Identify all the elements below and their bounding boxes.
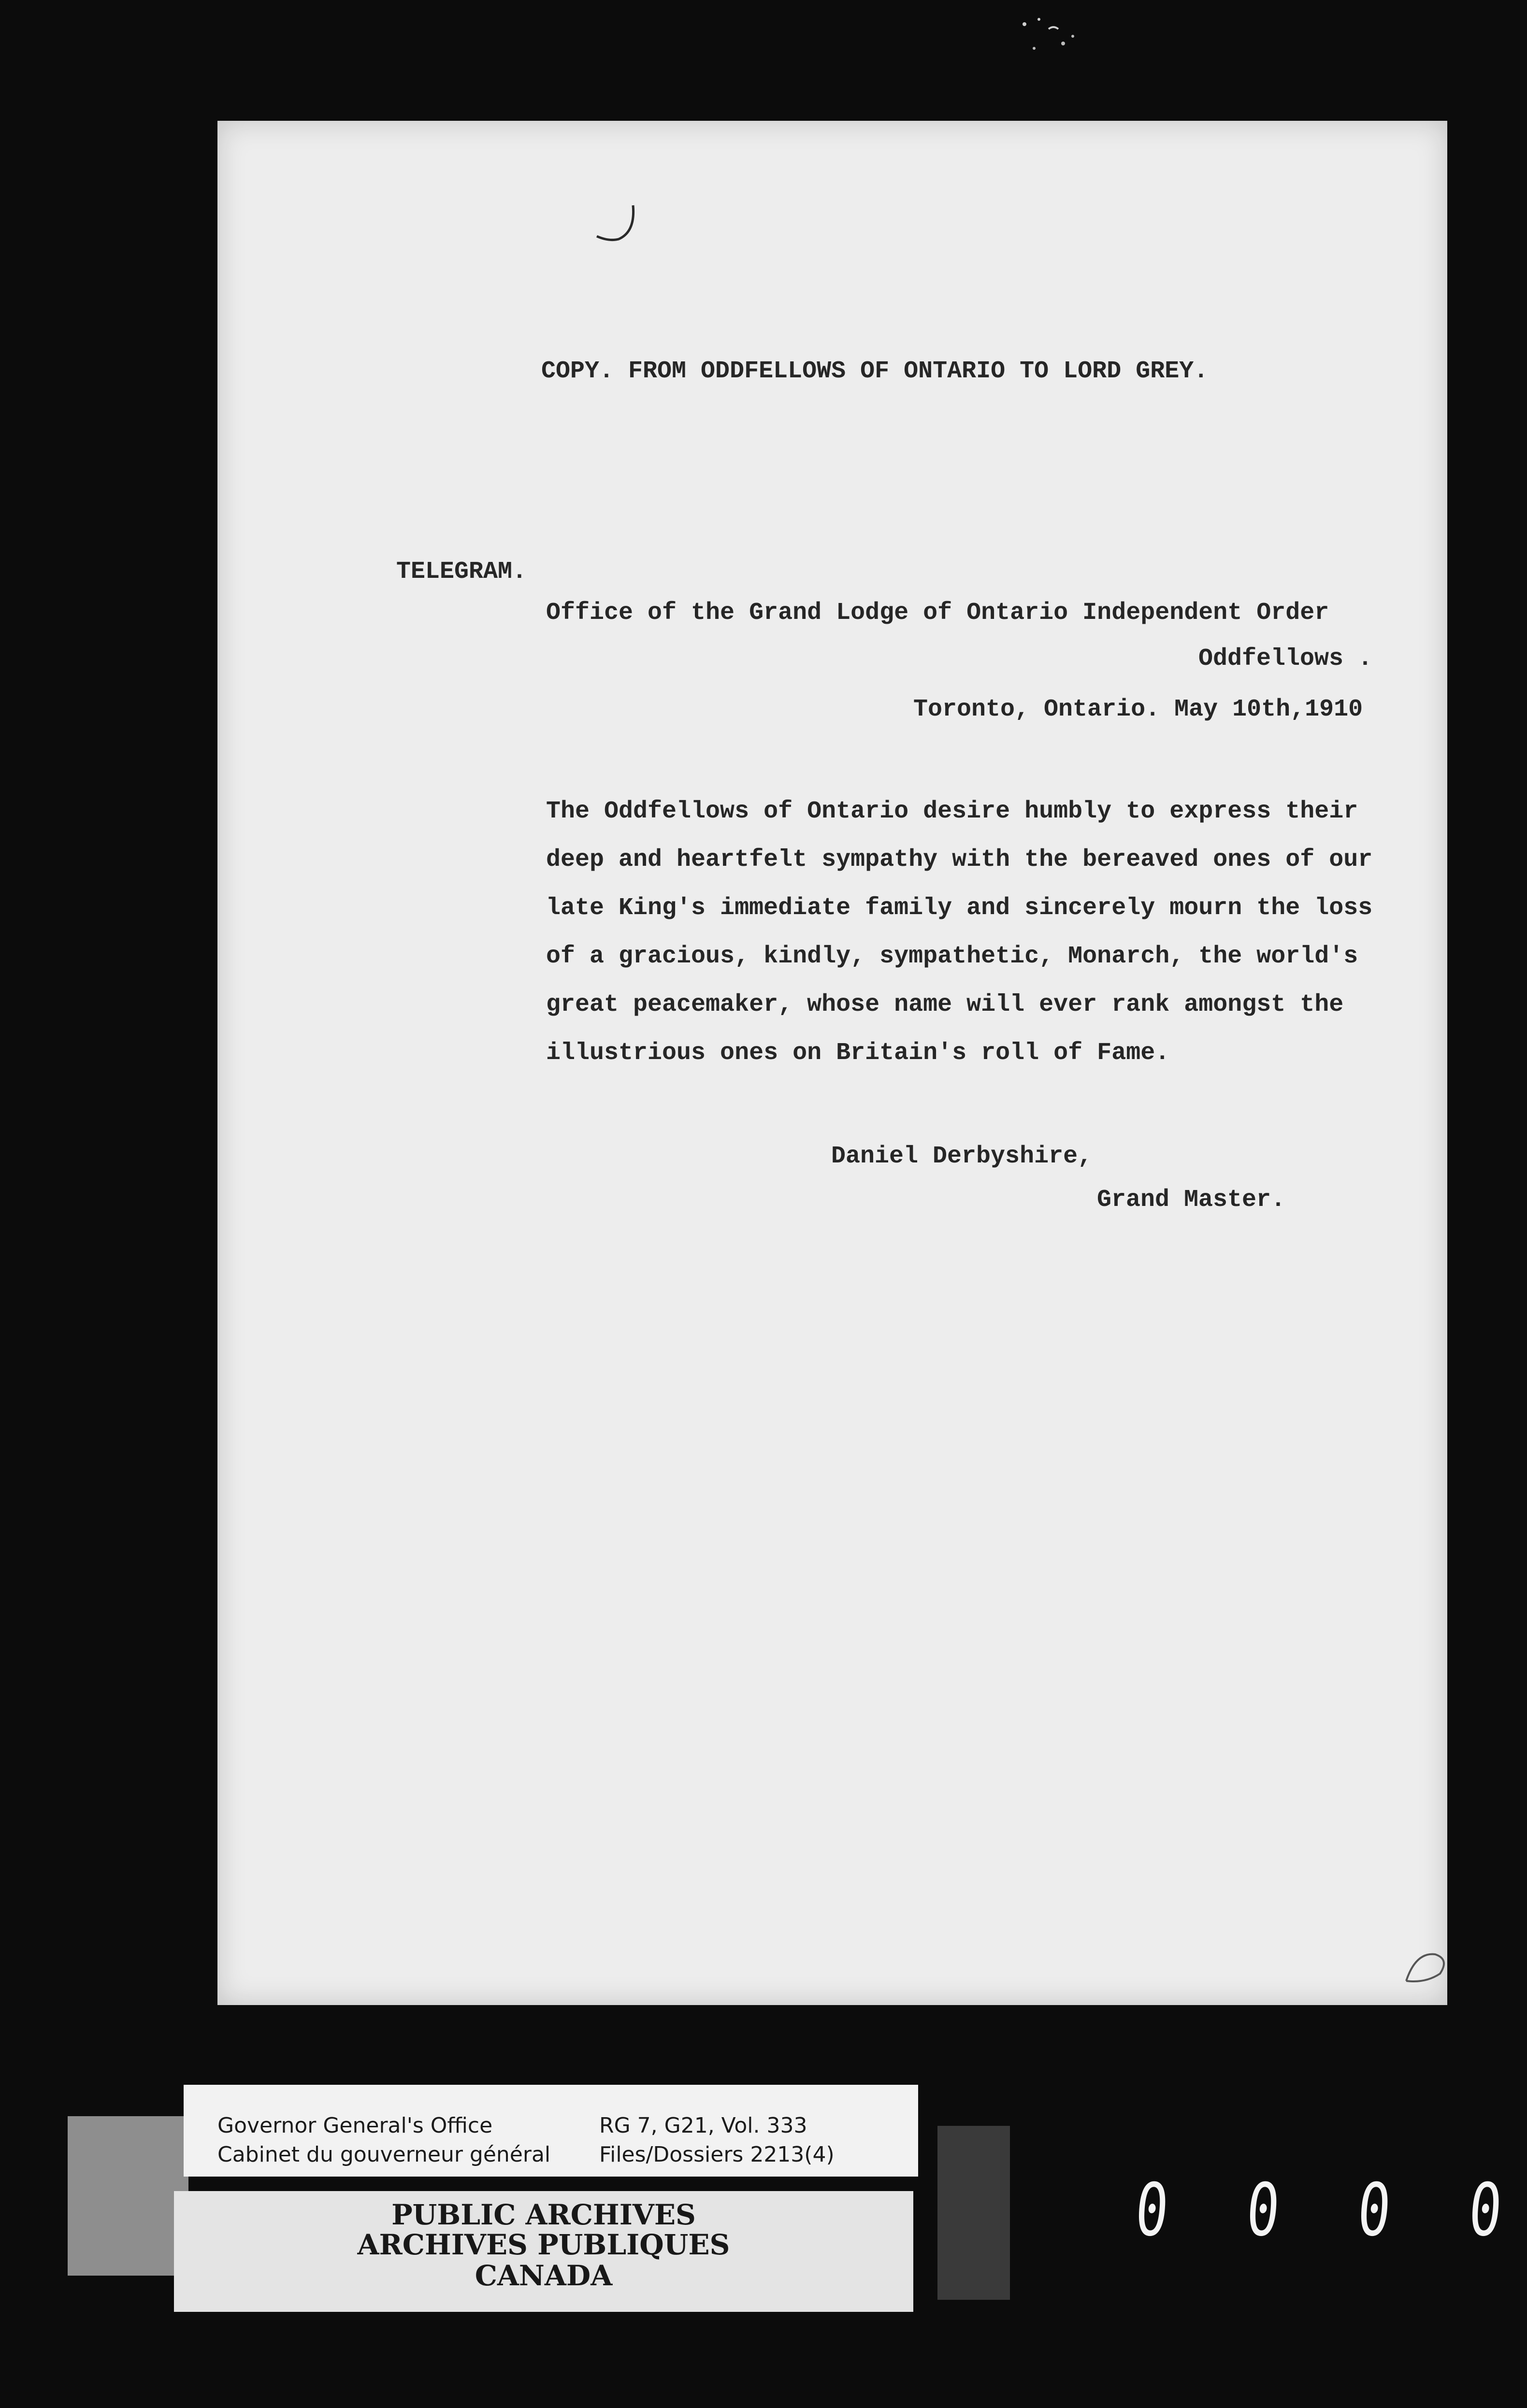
signature-name: Daniel Derbyshire, (831, 1143, 1093, 1170)
telegram-label: TELEGRAM. (396, 558, 527, 586)
signature-title: Grand Master. (1097, 1186, 1286, 1214)
body-line: great peacemaker, whose name will ever rank amongst the (546, 991, 1344, 1018)
telegram-document-page (217, 121, 1447, 2005)
dateline: Toronto, Ontario. May 10th,1910 (913, 696, 1363, 723)
archive-reference-label (184, 2085, 918, 2177)
body-line: of a gracious, kindly, sympathetic, Monarch, the world's (546, 943, 1358, 970)
public-archives-stamp (174, 2191, 913, 2312)
frame-counter (1132, 2168, 1513, 2252)
archive-office-names (217, 2111, 550, 2169)
body-line: deep and heartfelt sympathy with the bereaved ones of our (546, 846, 1373, 874)
body-line: The Oddfellows of Ontario desire humbly to express their (546, 798, 1358, 825)
office-line-1: Office of the Grand Lodge of Ontario Independent Order (546, 599, 1329, 627)
archive-file-reference (599, 2111, 835, 2169)
film-mount-strip-left (68, 2116, 188, 2276)
file-number: Files/Dossiers 2213(4) (599, 2142, 835, 2167)
body-line: late King's immediate family and sincerely mourn the loss (546, 894, 1373, 922)
counter-digit: 0 (1243, 2168, 1283, 2252)
record-group-reference: RG 7, G21, Vol. 333 (599, 2113, 807, 2138)
office-name-en: Governor General's Office (217, 2113, 493, 2138)
office-name-fr: Cabinet du gouverneur général (217, 2142, 551, 2167)
counter-digit: 0 (1132, 2168, 1172, 2252)
handwritten-tick-mark (594, 203, 638, 246)
body-line: illustrious ones on Britain's roll of Fame. (546, 1039, 1170, 1067)
document-heading: COPY. FROM ODDFELLOWS OF ONTARIO TO LORD GREY. (541, 358, 1209, 385)
telegram-body (546, 788, 1372, 1077)
film-mount-strip-right (937, 2126, 1010, 2300)
counter-digit: 0 (1354, 2168, 1394, 2252)
office-line-2: Oddfellows . (1198, 645, 1373, 673)
stamp-line-english: PUBLIC ARCHIVES (391, 2198, 696, 2231)
counter-digit: 0 (1465, 2168, 1505, 2252)
scan-speckle-marks (1005, 10, 1092, 68)
stamp-line-french: ARCHIVES PUBLIQUES (357, 2228, 730, 2261)
stamp-line-country: CANADA (475, 2259, 613, 2292)
page-corner-curl-mark (1401, 1947, 1455, 1991)
